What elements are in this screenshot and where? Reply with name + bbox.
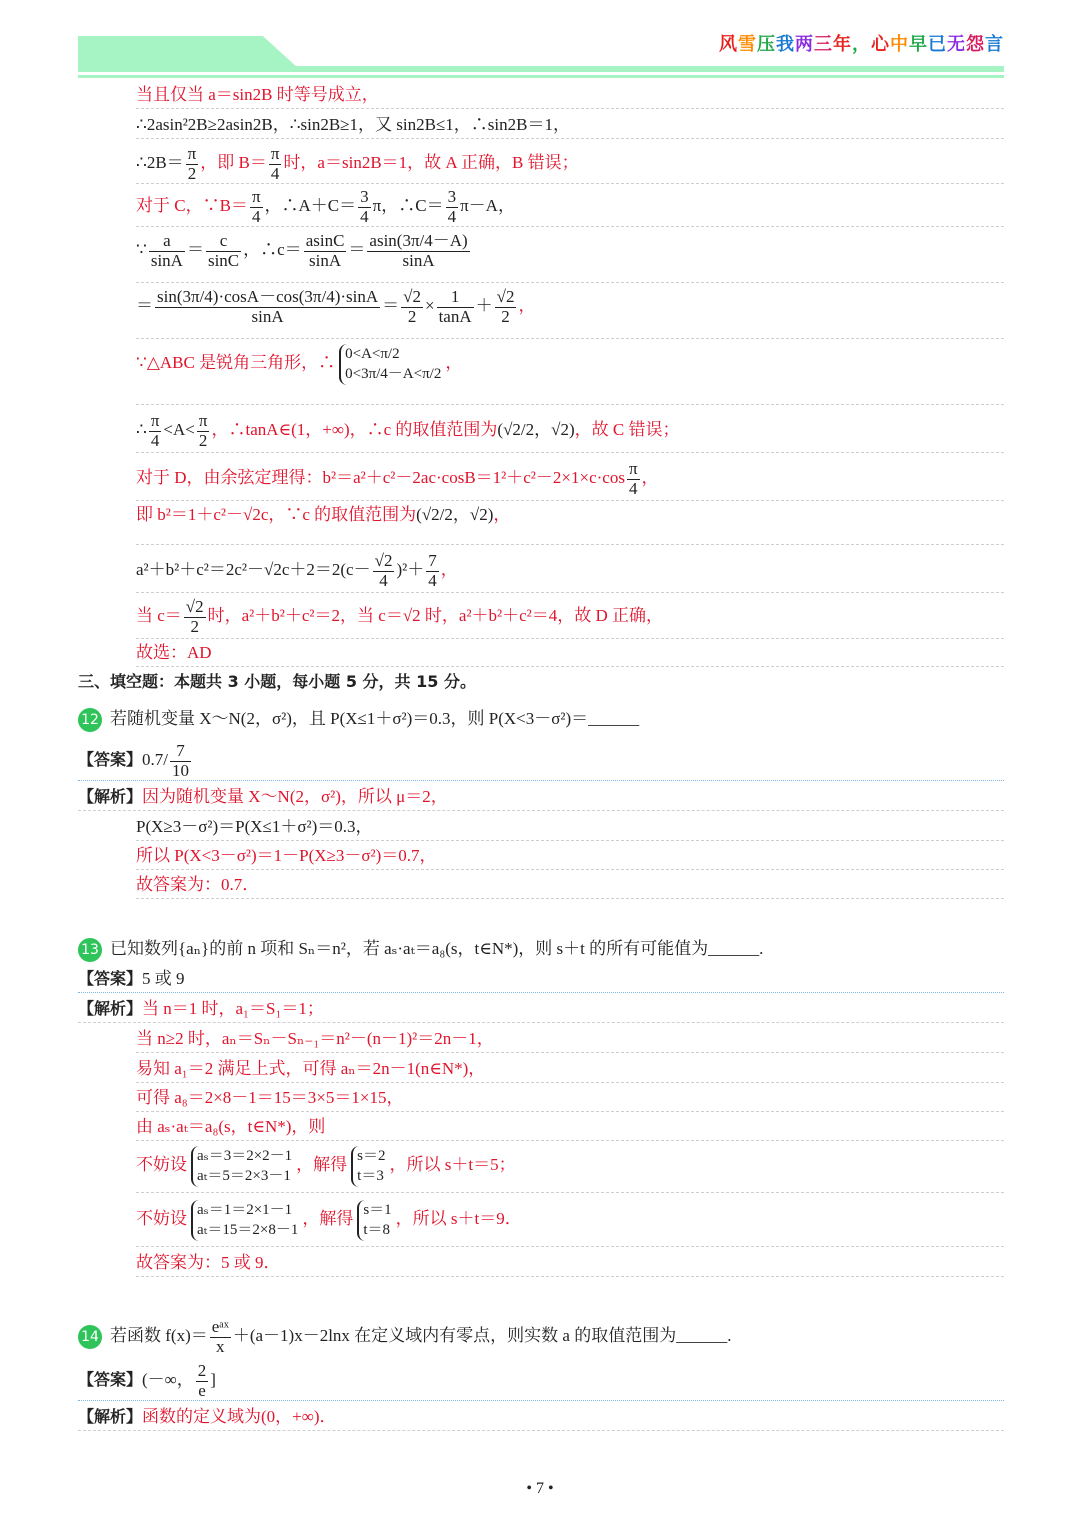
case-brace: 0<A<π/2 0<3π/4－A<π/2 xyxy=(339,344,441,385)
solution-line: ∵△ABC 是锐角三角形，∴ 0<A<π/2 0<3π/4－A<π/2 ， xyxy=(136,344,1004,405)
analysis-line: P(X≥3－σ²)＝P(X≤1＋σ²)＝0.3， xyxy=(136,818,1004,841)
case-brace: s＝2 t＝3 xyxy=(351,1146,385,1187)
solution-line: 当 c＝ $\frac{√2}{2}$ 时，a²＋b²＋c²＝2，当 c＝√2 时，a²＋b²＋c²＝4，故 D 正确， xyxy=(136,598,1004,639)
fraction: $\frac{a}{\sin A}$ xyxy=(150,231,183,270)
fraction: $\frac{\pi}{4}$ xyxy=(150,411,160,450)
analysis-line: 【解析】当 n＝1 时，a₁＝S₁＝1； xyxy=(78,1000,1004,1023)
solution-line: ∴2asin²2B≥2asin2B，∴sin2B≥1，又 sin2B≤1，∴sin2B＝1， xyxy=(136,116,1004,139)
solution-line: a²＋b²＋c²＝2c²－√2c＋2＝2(c－ $\frac{√2}{4}$ )²＋ $\frac{7}{4}$ ， xyxy=(136,552,1004,593)
header-rule xyxy=(78,66,1004,72)
case-brace: aₛ＝1＝2×1－1 aₜ＝15＝2×8－1 xyxy=(191,1200,298,1241)
section-title: 三、填空题：本题共 3 小题，每小题 5 分，共 15 分。 xyxy=(78,672,476,691)
fraction: $\frac{asinC}{\sin A}$ xyxy=(305,231,345,270)
fraction: $\frac{√2}{2}$ xyxy=(403,287,421,326)
fraction: $\frac{7}{4}$ xyxy=(428,551,437,590)
answer-line: 【答案】0.7/ $\frac{7}{10}$ xyxy=(78,742,1004,781)
fraction: $\frac{\pi}{4}$ xyxy=(628,459,638,498)
answer-line: 【答案】5 或 9 xyxy=(78,970,1004,993)
analysis-line: 故答案为：0.7． xyxy=(136,876,1004,899)
analysis-line: 所以 P(X<3－σ²)＝1－P(X≥3－σ²)＝0.7， xyxy=(136,847,1004,870)
analysis-line: 【解析】因为随机变量 X～N(2，σ²)，所以 μ＝2， xyxy=(78,788,1004,811)
solution-line: ＝ $\frac{\sin(3\pi/4)\cdot\cos A-\cos(3\pi/4)\cdot\sin A}{\sin A}$ ＝ $\frac{√2}{2}$ × $\frac{1}{\tan A}$ ＋ $\frac{√2}{2}$ ， xyxy=(136,288,1004,339)
case-brace: aₛ＝3＝2×2－1 aₜ＝5＝2×3－1 xyxy=(191,1146,292,1187)
analysis-line: 不妨设 aₛ＝3＝2×2－1 aₜ＝5＝2×3－1 ，解得 s＝2 t＝3 ，所以 s＋t＝5； xyxy=(136,1146,1004,1193)
solution-line: ∴ $\frac{\pi}{4}$ <A< $\frac{\pi}{2}$ ，∴tanA∈(1，+∞)，∴c 的取值范围为(√2/2，√2)，故 C 错误； xyxy=(136,412,1004,453)
answer-line: 【答案】(－∞， $\frac{2}{e}$ ] xyxy=(78,1362,1004,1401)
fraction: $\frac{\pi}{4}$ xyxy=(270,144,280,183)
solution-line: 对于 C，∵B＝ $\frac{\pi}{4}$ ，∴A＋C＝ $\frac{3}{4}$ π，∴C＝ $\frac{3}{4}$ π－A， xyxy=(136,188,1004,227)
fraction: $\frac{7}{10}$ xyxy=(172,741,189,780)
solution-line: ∵ $\frac{a}{\sin A}$ ＝ $\frac{c}{\sin C}$ ，∴c＝ $\frac{asinC}{\sin A}$ ＝ $\frac{asin(3\pi/4-A)}{\sin A}$ xyxy=(136,232,1004,283)
fraction: $\frac{√2}{2}$ xyxy=(496,287,515,326)
analysis-line: 故答案为：5 或 9． xyxy=(136,1254,1004,1277)
solution-line: 故选：AD xyxy=(136,644,1004,667)
question-number-badge: 13 xyxy=(78,938,102,962)
page-number: • 7 • xyxy=(526,1480,554,1497)
fraction: $\frac{\sin(3\pi/4)\cdot\cos A-\cos(3\pi/4)\cdot\sin A}{\sin A}$ xyxy=(157,287,379,326)
fraction: $\frac{\pi}{2}$ xyxy=(198,411,208,450)
analysis-line: 当 n≥2 时，aₙ＝Sₙ－Sₙ₋₁＝n²－(n－1)²＝2n－1， xyxy=(136,1030,1004,1053)
question-14: 14 若函数 f(x)＝ $\frac{\text{eᵃˣ}}{x}$ ＋(a－1)x－2lnx 在定义域内有零点，则实数 a 的取值范围为______. xyxy=(78,1318,1004,1358)
question-13: 13 已知数列{aₙ}的前 n 项和 Sₙ＝n²，若 aₛ·aₜ＝a₈(s，t∈N*)，则 s＋t 的所有可能值为______. xyxy=(78,938,1004,964)
fraction: $\frac{√2}{4}$ xyxy=(374,551,393,590)
fraction: $\frac{asin(3\pi/4-A)}{\sin A}$ xyxy=(369,231,468,270)
fraction: $\frac{3}{4}$ xyxy=(360,187,369,226)
header-slogan: 风雪压我两三年，心中早已无怨言 xyxy=(719,34,1004,55)
solution-line: 当且仅当 a＝sin2B 时等号成立， xyxy=(136,86,1004,109)
question-number-badge: 14 xyxy=(78,1325,102,1349)
fraction: $\frac{3}{4}$ xyxy=(447,187,457,226)
analysis-line: 由 aₛ·aₜ＝a₈(s，t∈N*)，则 xyxy=(136,1118,1004,1141)
solution-line: ∴2B＝ $\frac{\pi}{2}$ ，即 B＝ $\frac{\pi}{4}$ 时，a＝sin2B＝1，故 A 正确，B 错误； xyxy=(136,145,1004,184)
case-brace: s＝1 t＝8 xyxy=(357,1200,391,1241)
fraction: $\frac{2}{e}$ xyxy=(197,1361,207,1400)
fraction: $\frac{\pi}{2}$ xyxy=(187,144,197,183)
analysis-line: 可得 a₈＝2×8－1＝15＝3×5＝1×15， xyxy=(136,1089,1004,1112)
fraction: $\frac{1}{\tan A}$ xyxy=(438,287,472,326)
solution-line: 对于 D，由余弦定理得：b²＝a²＋c²－2ac·cosB＝1²＋c²－2×1×c·cos $\frac{\pi}{4}$ ， xyxy=(136,460,1004,501)
fraction: $\frac{\pi}{4}$ xyxy=(251,187,261,226)
header-rule-thin xyxy=(78,75,1004,78)
analysis-line: 不妨设 aₛ＝1＝2×1－1 aₜ＝15＝2×8－1 ，解得 s＝1 t＝8 ，所以 s＋t＝9． xyxy=(136,1200,1004,1247)
question-number-badge: 12 xyxy=(78,708,102,732)
fraction: $\frac{\text{eᵃˣ}}{x}$ xyxy=(211,1317,229,1356)
solution-line: 即 b²＝1＋c²－√2c，∵c 的取值范围为(√2/2，√2)， xyxy=(136,506,1004,545)
analysis-line: 易知 a₁＝2 满足上式，可得 aₙ＝2n－1(n∈N*)， xyxy=(136,1060,1004,1083)
analysis-line: 【解析】函数的定义域为(0，+∞)． xyxy=(78,1408,1004,1431)
header-tab-decoration xyxy=(78,36,298,68)
fraction: $\frac{√2}{2}$ xyxy=(185,597,204,636)
fraction: $\frac{c}{\sin C}$ xyxy=(207,231,240,270)
question-12: 12 若随机变量 X～N(2，σ²)，且 P(X≤1＋σ²)＝0.3，则 P(X<3－σ²)＝______ xyxy=(78,708,1004,734)
